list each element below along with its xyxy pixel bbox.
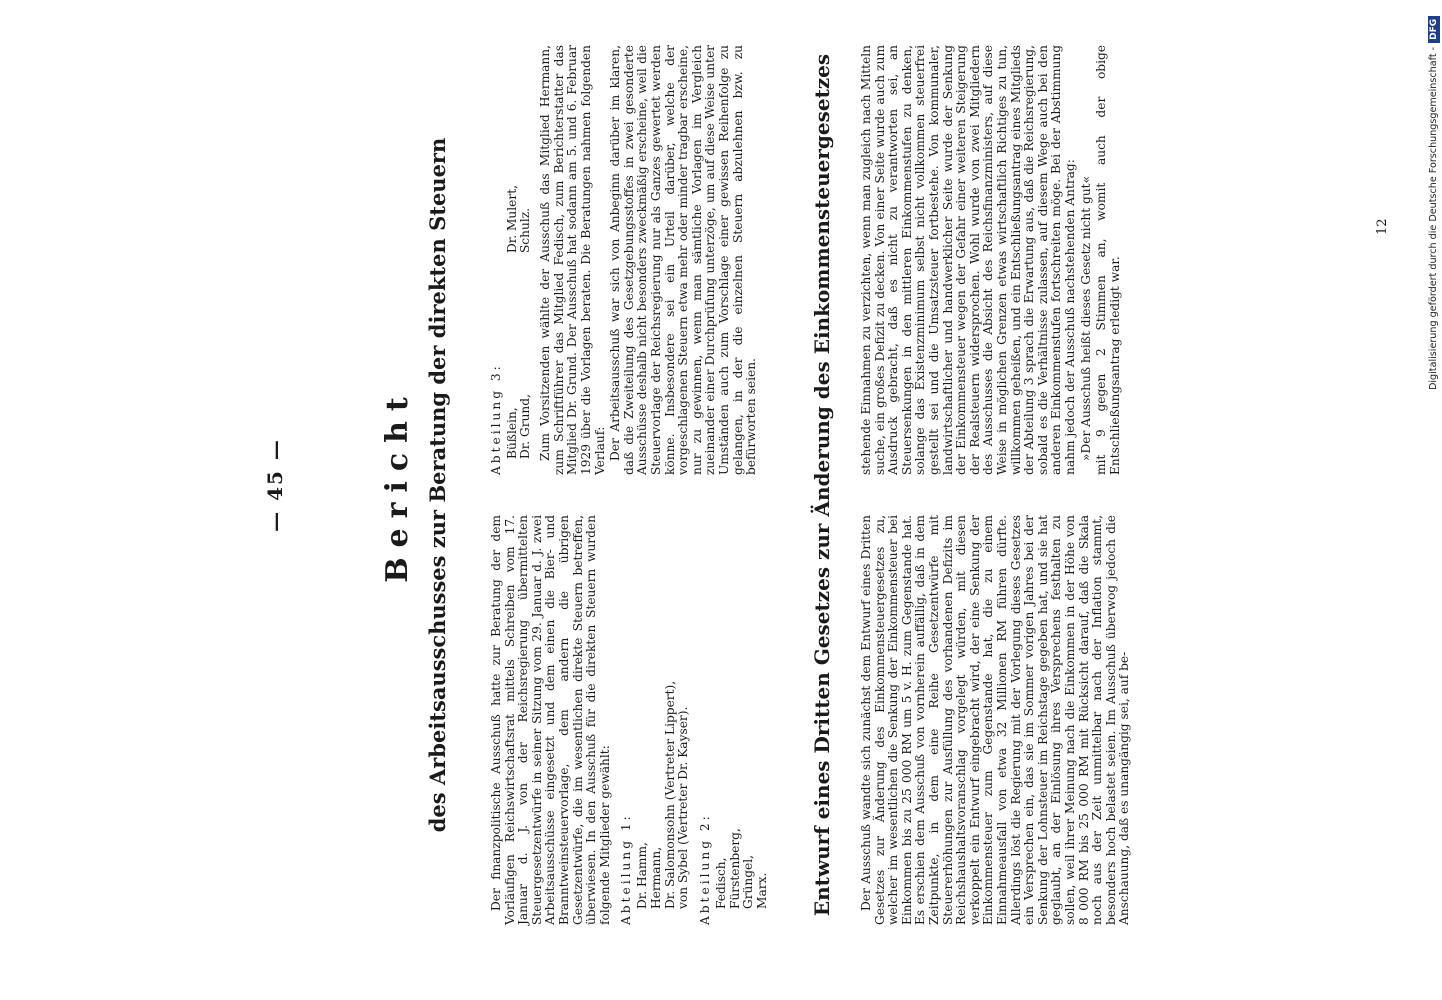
member: Hermann, (648, 846, 663, 909)
member: Dr. Mulert, (504, 185, 519, 254)
group2-heading: Abteilung 2: (698, 813, 713, 925)
report-title: Bericht (380, 387, 415, 583)
member: Dr. Hamm, (634, 842, 649, 909)
group2-members (715, 515, 770, 925)
column-intro (490, 515, 770, 925)
group3-heading: Abteilung 3: (489, 363, 503, 475)
dfg-logo: DFG (1428, 16, 1440, 43)
section-paragraph-continued: stehende Einnahmen zu verzichten, wenn man zugleich nach Mitteln suche, ein großes Defizit zu decken. Von einer Seite wurde auch zum Ausdruck gebracht, daß es nicht zu verantworten sei, an Steuersenkungen in den mittleren Einkommenstufen zu denken, solange das Existenzminimum selbst nicht vollkommen steuerfrei gestellt sei und die Umsatzsteuer fortbestehe. Von kommunaler, landwirtschaftlicher und handwerklicher Seite wurde der Senkung der Einkommensteuer wegen der Gefahr einer weiteren Steigerung der Realsteuern widersprochen. Wohl wurde von zwei Mitgliedern des Ausschusses die Absicht des Reichsfinanzministers, auf diese Weise in möglichen Grenzen etwas wirtschaftlich Richtiges zu tun, willkommen geheißen, und ein Entschließungsantrag eines Mitglieds der Abteilung 3 sprach die Erwartung aus, daß die Reichsregierung, sobald es die Verhältnisse zulassen, auf diesem Wege auch bei den anderen Einkommenstufen fortschreiten möge. Bei der Abstimmung nahm jedoch der Ausschuß nachstehenden Antrag: (859, 45, 1077, 475)
column-section-left (860, 515, 1134, 925)
funding-text: Digitalisierung gefördert durch die Deutsche Forschungsgemeinschaft - (1428, 46, 1439, 390)
procedure-paragraph: Der Arbeitsausschuß war sich von Anbeginn darüber im klaren, daß die Zweiteilung des Gesetzgebungsstoffes in zwei gesonderte Ausschüsse deshalb nicht besonders zweckmäßig erscheine, weil die Steuervorlage der Reichsregierung nur als Ganzes gewertet werden könne. Insbesondere sei ein Urteil darüber, welche der vorgeschlagenen Steuern etwa mehr oder minder tragbar erscheine, nur zu gewinnen, wenn man sämtliche Vorlagen im Vergleich zueinander einer Durchprüfung unterzöge, um auf diese Weise unter Umständen auch zum Vorschlage einer gewissen Reihenfolge zu gelangen, in der die einzelnen Steuern abzulehnen bzw. zu befürworten seien. (608, 45, 759, 475)
intro-paragraph: Der finanzpolitische Ausschuß hatte zur Beratung der dem Vorläufigen Reichswirtschaftsrat mittels Schreiben vom 17. Januar d. J. von der Reichsregierung übermittelten Steuergesetzentwürfe in seiner Sitzung vom 29. Januar d. J. zwei Arbeitsausschüsse eingesetzt und dem einen die Bier- und Branntweinsteuervorlage, dem andern die übrigen Gesetzentwürfe, die im wesentlichen direkte Steuern betreffen, überwiesen. In den Ausschuß für die direkten Steuern wurden folgende Mitglieder gewählt: (489, 515, 612, 925)
column-section-right (860, 45, 1124, 475)
signature-number: 12 (1375, 218, 1390, 235)
member: Fürstenberg, (727, 828, 742, 909)
chair-paragraph: Zum Vorsitzenden wählte der Ausschuß das Mitglied Hermann, zum Schriftführer das Mitglied Fedisch, zum Berichterstatter das Mitglied Dr. Grund. Der Ausschuß hat sodann am 5. und 6. Februar 1929 über die Vorlagen beraten. Die Beratungen nahmen folgenden Verlauf: (538, 45, 607, 475)
member: Marx. (755, 872, 770, 909)
member: Büßlein, (504, 407, 519, 459)
member: Fedisch, (713, 857, 728, 909)
member: Schulz. (518, 207, 533, 254)
rotated-document-sheet (245, 45, 1415, 925)
group1-heading: Abteilung 1: (619, 813, 634, 925)
member: von Sybel (Vertreter Dr. Kayser). (676, 706, 691, 909)
member: Dr. Salomonsohn (Vertreter Lippert), (662, 680, 677, 909)
report-subtitle: des Arbeitsausschusses zur Beratung der direkten Steuern (425, 137, 450, 833)
member: Grüngel, (741, 854, 756, 909)
digitization-note (1426, 10, 1442, 390)
section-heading: Entwurf eines Dritten Gesetzes zur Änderung des Einkommensteuergesetzes (810, 53, 834, 917)
vote-result: mit 9 gegen 2 Stimmen an, womit auch der obige Entschließungsantrag erledigt war. (1094, 45, 1122, 475)
group1-members (636, 515, 691, 925)
column-proceedings (490, 45, 761, 475)
motion-quote: »Der Ausschuß heißt dieses Gesetz nicht gut« (1078, 175, 1093, 461)
section-paragraph: Der Ausschuß wandte sich zunächst dem Entwurf eines Dritten Gesetzes zur Änderung des Einkommensteuergesetzes zu, welcher im wesentlichen die Senkung der Einkommensteuer bei Einkommen bis zu 25 000 RM um 5 v. H. zum Gegenstande hat. Es erschien dem Ausschuß von vornherein auffällig, daß in dem Zeitpunkte, in dem eine Reihe Gesetzentwürfe mit Steuererhöhungen zur Ausfüllung des vorhandenen Defizits im Reichshaushaltsvoranschlag vorgelegt würden, mit diesen verkoppelt ein Entwurf eingebracht wird, der eine Senkung der Einkommensteuer zum Gegenstande hat, die zu einem Einnahmeausfall von etwa 32 Millionen RM führen dürfte. Allerdings löst die Regierung mit der Vorlegung dieses Gesetzes ein Versprechen ein, das sie im Sommer vorigen Jahres bei der Senkung der Lohnsteuer im Reichstage gegeben hat, und sie hat geglaubt, an der Einlösung ihres Versprechens festhalten zu sollen, weil ihrer Meinung nach die Einkommen in der Höhe von 8 000 RM bis 25 000 RM mit Rücksicht darauf, daß die Skala noch aus der Zeit unmittelbar nach der Inflation stammt, besonders hoch belastet seien. Im Ausschuß überwog jedoch die Anschauung, daß es unangängig sei, auf be- (859, 515, 1132, 925)
member: Dr. Grund, (518, 394, 533, 459)
page-number: — 45 — (263, 438, 287, 532)
group3-members (506, 45, 534, 475)
